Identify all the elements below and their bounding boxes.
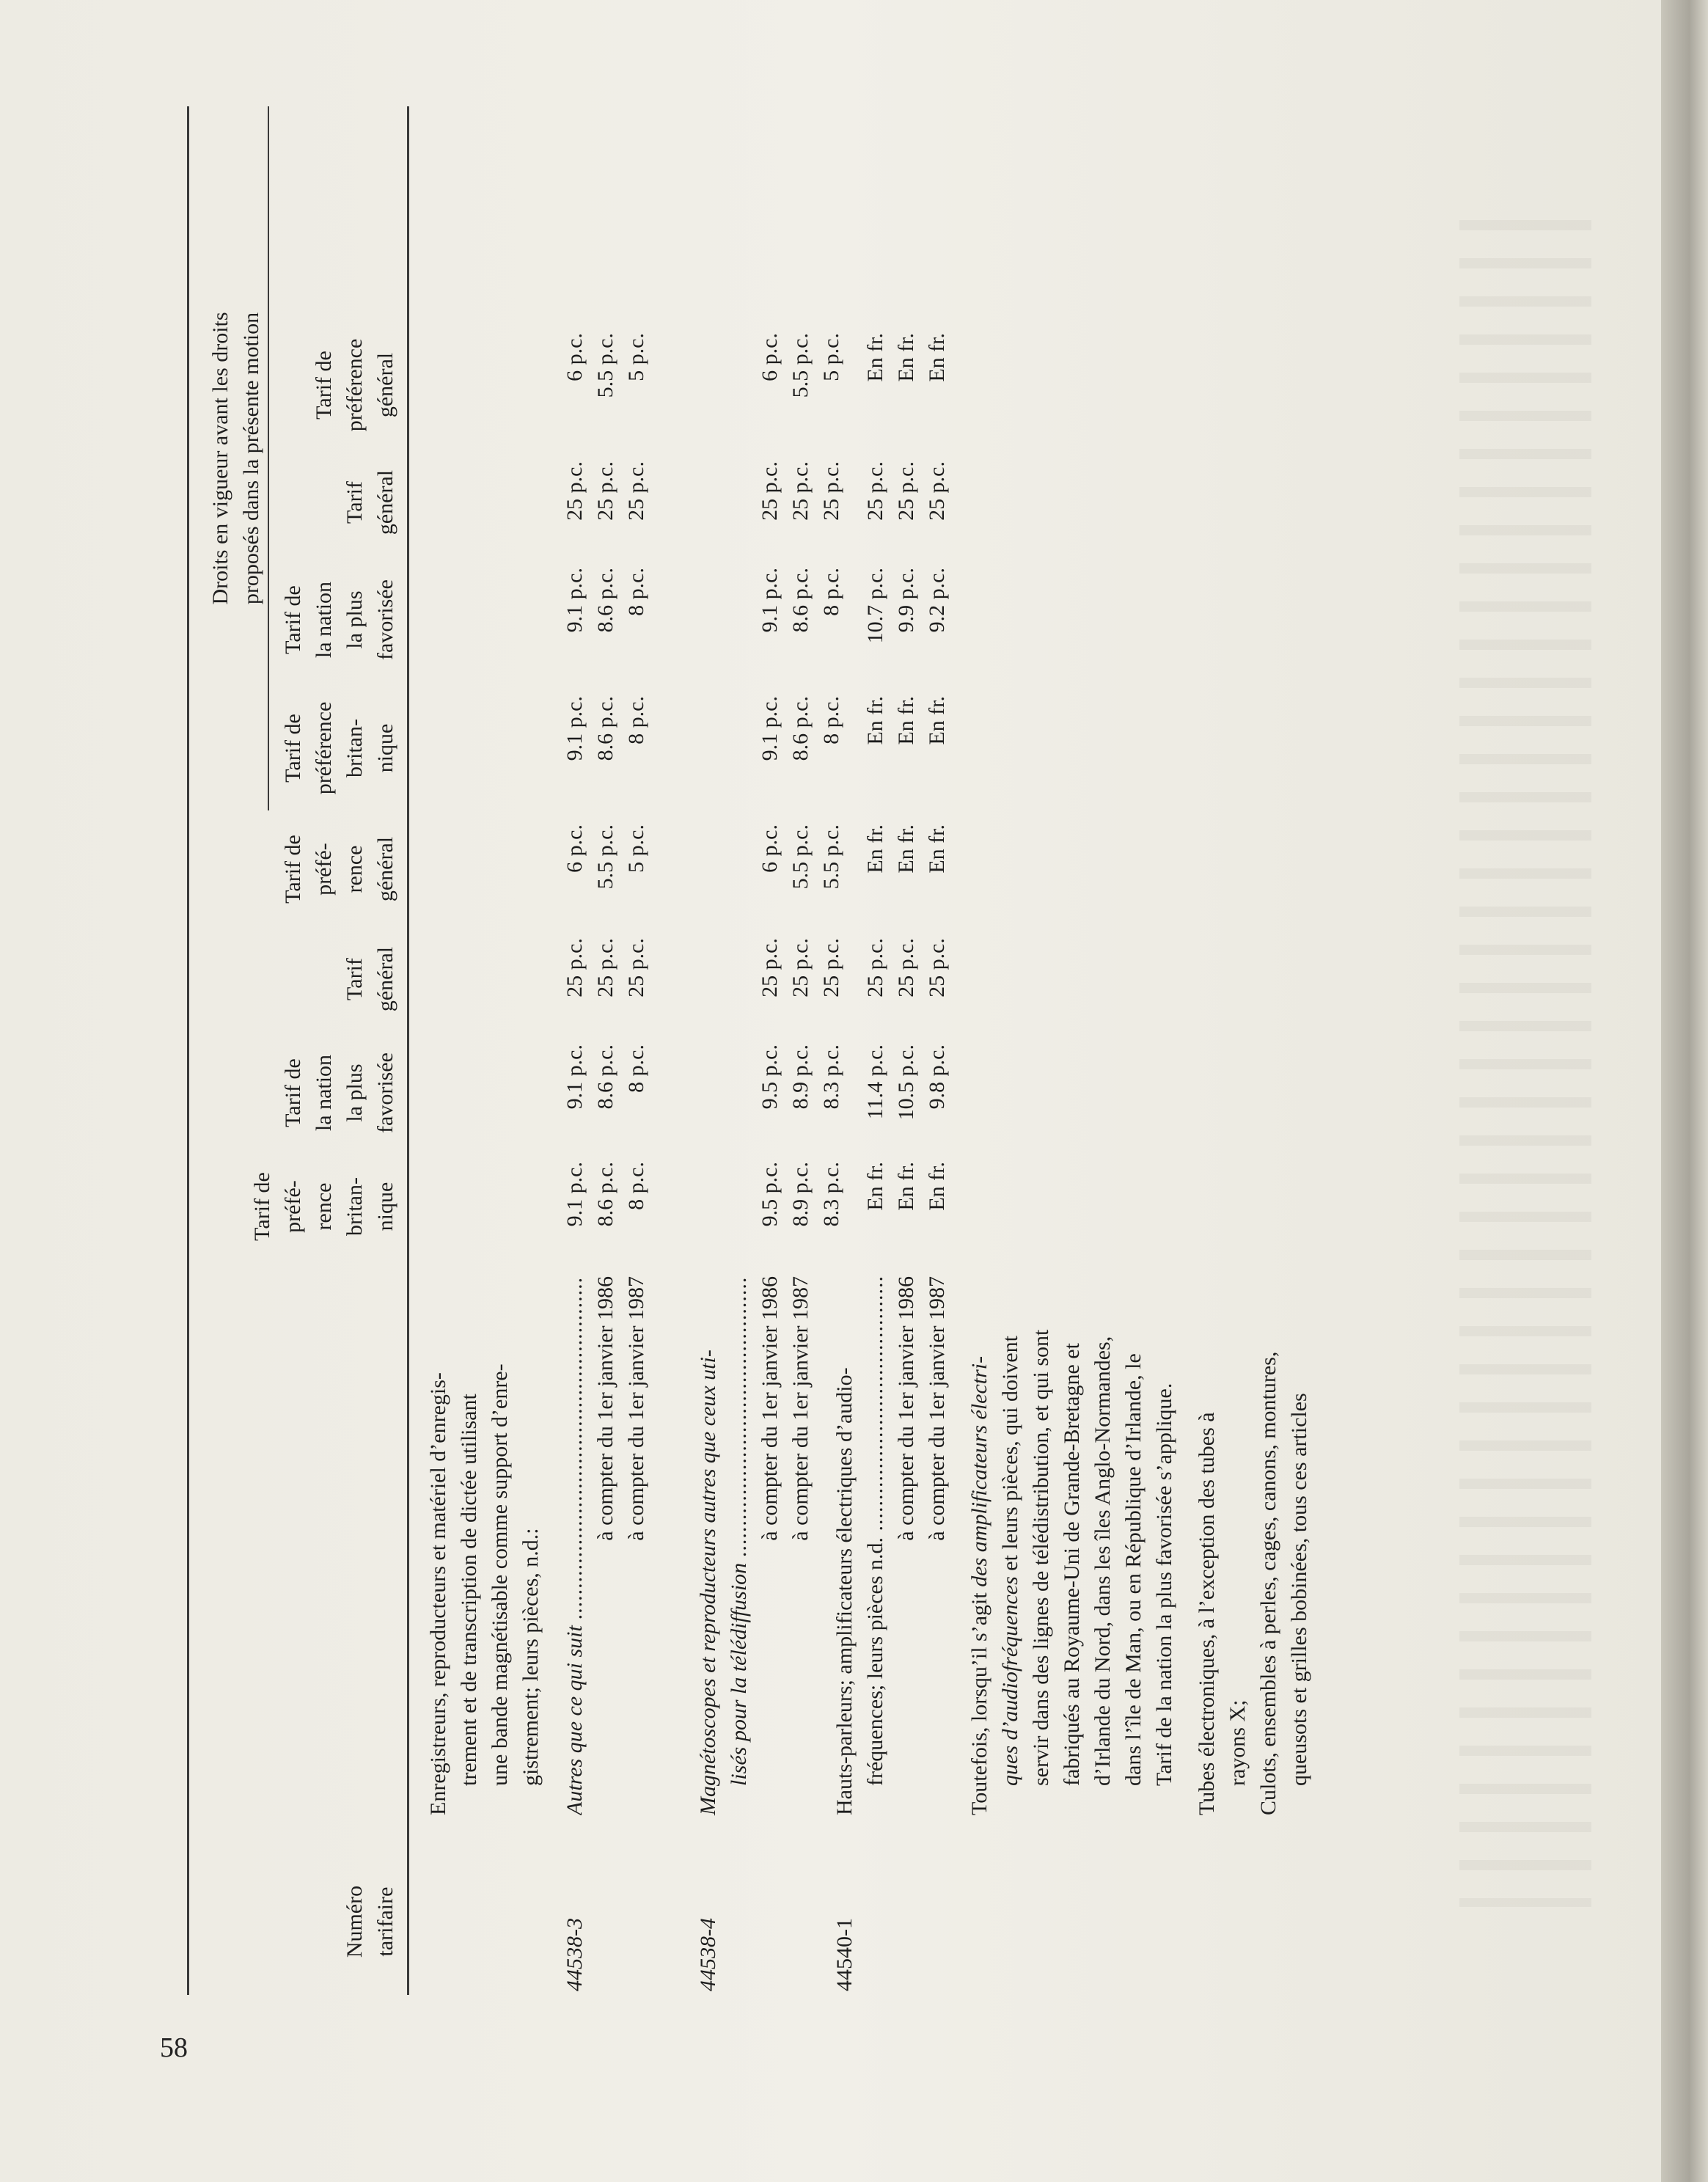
rate-cell: 8 p.c. — [624, 1162, 648, 1210]
rate-cell: 9.2 p.c. — [925, 568, 949, 633]
rate-cell: 25 p.c. — [788, 938, 813, 997]
rate-cell: 25 p.c. — [894, 461, 918, 521]
rate-cell: 5 p.c. — [819, 333, 843, 381]
rate-cell: 9.1 p.c. — [562, 1044, 587, 1110]
rate-cell: 10.5 p.c. — [894, 1044, 918, 1121]
rate-cell: 8.9 p.c. — [788, 1162, 813, 1227]
rate-cell: 25 p.c. — [819, 938, 843, 997]
intro-line: gistrement; leurs pièces, n.d.: — [518, 1528, 543, 1786]
intro-line: trement et de transcription de dictée utilisant — [457, 1394, 481, 1786]
rate-cell: 25 p.c. — [593, 938, 617, 997]
rate-cell: 8.6 p.c. — [593, 1044, 617, 1110]
rate-cell: En fr. — [925, 333, 949, 382]
rate-cell: 5.5 p.c. — [593, 333, 617, 398]
tariff-number: 44538-3 — [562, 1918, 587, 1991]
rate-cell: 8.9 p.c. — [788, 1044, 813, 1110]
top-rule — [187, 106, 189, 1995]
rate-cell: 8 p.c. — [624, 1044, 648, 1093]
rate-cell: 8.6 p.c. — [788, 568, 813, 633]
rate-cell: 5.5 p.c. — [788, 824, 813, 890]
col-header-pg2: Tarif de préférence général — [312, 338, 397, 432]
rate-cell: En fr. — [894, 333, 918, 382]
rate-cell: 8.3 p.c. — [819, 1044, 843, 1110]
group-rule — [268, 106, 269, 810]
col-header-bp2: Tarif de préférence britan- nique — [281, 701, 397, 795]
row-description: fréquences; leurs pièces n.d. ..... — [860, 1276, 891, 1786]
rate-cell: En fr. — [894, 824, 918, 874]
note-line: servir dans des lignes de télédistribution, et qui sont — [1029, 1329, 1053, 1786]
rate-cell: 6 p.c. — [758, 824, 782, 873]
note-line: dans l’île de Man, ou en République d’Irlande, le — [1121, 1353, 1146, 1786]
col-header-bp1: Tarif de préfé- rence britan- nique — [250, 1172, 397, 1241]
rate-cell: 8.6 p.c. — [593, 1162, 617, 1227]
rate-cell: 25 p.c. — [758, 938, 782, 997]
rate-cell: 11.4 p.c. — [863, 1044, 887, 1120]
rate-cell: 9.5 p.c. — [758, 1162, 782, 1227]
rate-cell: 10.7 p.c. — [863, 568, 887, 644]
rate-cell: 9.9 p.c. — [894, 568, 918, 633]
rate-cell: 25 p.c. — [758, 461, 782, 521]
intro-line: une bande magnétisable comme support d’enre- — [488, 1363, 512, 1786]
rate-cell: 25 p.c. — [863, 461, 887, 521]
rate-cell: En fr. — [863, 333, 887, 382]
rate-cell: 9.1 p.c. — [758, 696, 782, 761]
rate-cell: 8.6 p.c. — [593, 568, 617, 633]
rate-cell: 25 p.c. — [562, 461, 587, 521]
row-description: lisés pour la télédiffusion ..... — [724, 1276, 755, 1786]
row-description: Autres que ce qui suit ..... — [560, 1276, 590, 1815]
rate-cell: En fr. — [894, 1162, 918, 1211]
rate-cell: En fr. — [925, 696, 949, 745]
col-header-npf2: Tarif de la nation la plus favorisée — [281, 579, 397, 660]
col-header-numero: Numéro tarifaire — [342, 1885, 397, 1958]
row-sub-label: à compter du 1er janvier 1986 — [894, 1276, 918, 1541]
rate-cell: 25 p.c. — [925, 461, 949, 521]
rate-cell: 5 p.c. — [624, 824, 648, 873]
rate-cell: En fr. — [925, 824, 949, 874]
tubes-line: rayons X; — [1225, 1699, 1250, 1786]
rate-cell: 9.1 p.c. — [562, 568, 587, 633]
show-through-text — [1459, 220, 1591, 1907]
rate-cell: 25 p.c. — [819, 461, 843, 521]
rate-cell: 9.5 p.c. — [758, 1044, 782, 1110]
col-header-pg1: Tarif de préfé- rence général — [281, 835, 397, 904]
rate-cell: 6 p.c. — [758, 333, 782, 381]
row-sub-label: à compter du 1er janvier 1987 — [925, 1276, 949, 1541]
rate-cell: 6 p.c. — [562, 824, 587, 873]
rate-cell: 25 p.c. — [863, 938, 887, 997]
rate-cell: 25 p.c. — [562, 938, 587, 997]
note-line: Tarif de la nation la plus favorisée s’applique. — [1152, 1383, 1176, 1786]
rate-cell: 5.5 p.c. — [788, 333, 813, 398]
intro-line: Enregistreurs, reproducteurs et matériel d’enregis- — [426, 1372, 450, 1815]
rate-cell: 9.1 p.c. — [562, 1162, 587, 1227]
rate-cell: 6 p.c. — [562, 333, 587, 381]
note-line: Toutefois, lorsqu’il s’agit des amplificateurs électri- — [967, 1355, 992, 1815]
rate-cell: 25 p.c. — [894, 938, 918, 997]
note-line: ques d’audiofréquences et leurs pièces, qui doivent — [998, 1335, 1022, 1786]
rate-cell: En fr. — [863, 1162, 887, 1211]
rate-cell: En fr. — [925, 1162, 949, 1211]
row-description: Magnétoscopes et reproducteurs autres que ceux uti- — [696, 1350, 720, 1815]
rate-cell: 5.5 p.c. — [593, 824, 617, 890]
note-line: d’Irlande du Nord, dans les îles Anglo-Normandes, — [1091, 1336, 1115, 1786]
rate-cell: 25 p.c. — [624, 461, 648, 521]
rate-cell: 5 p.c. — [624, 333, 648, 381]
row-sub-label: à compter du 1er janvier 1986 — [593, 1276, 617, 1541]
group-header: Droits en vigueur avant les droits proposés dans la présente motion — [208, 312, 263, 605]
rate-cell: 25 p.c. — [593, 461, 617, 521]
tariff-number: 44538-4 — [696, 1918, 720, 1991]
col-header-tg1: Tarif général — [342, 946, 397, 1012]
rate-cell: En fr. — [863, 696, 887, 745]
culots-line: Culots, ensembles à perles, cages, canons, montures, — [1256, 1351, 1280, 1815]
tubes-line: Tubes électroniques, à l’exception des tubes à — [1195, 1412, 1219, 1815]
rate-cell: 9.1 p.c. — [758, 568, 782, 633]
rate-cell: 8 p.c. — [819, 696, 843, 744]
tariff-number: 44540-1 — [832, 1918, 857, 1991]
row-description: Hauts-parleurs; amplificateurs électriques d’audio- — [832, 1367, 857, 1815]
rate-cell: 25 p.c. — [788, 461, 813, 521]
rate-cell: 25 p.c. — [624, 938, 648, 997]
page-number: 58 — [160, 2032, 188, 2063]
header-rule — [407, 106, 409, 1995]
row-sub-label: à compter du 1er janvier 1987 — [788, 1276, 813, 1541]
rate-cell: 8 p.c. — [819, 568, 843, 616]
rate-cell: 8 p.c. — [624, 696, 648, 744]
col-header-tg2: Tarif général — [342, 469, 397, 535]
col-header-npf1: Tarif de la nation la plus favorisée — [281, 1052, 397, 1133]
row-sub-label: à compter du 1er janvier 1986 — [758, 1276, 782, 1541]
culots-line: queusots et grilles bobinées, tous ces articles — [1287, 1393, 1311, 1786]
tariff-table — [136, 103, 1441, 2013]
row-sub-label: à compter du 1er janvier 1987 — [624, 1276, 648, 1541]
rate-cell: En fr. — [894, 696, 918, 745]
rate-cell: 8.6 p.c. — [788, 696, 813, 761]
rate-cell: 8 p.c. — [624, 568, 648, 616]
rate-cell: 25 p.c. — [925, 938, 949, 997]
book-spine-shadow — [1661, 0, 1708, 2182]
rate-cell: En fr. — [863, 824, 887, 874]
rate-cell: 9.8 p.c. — [925, 1044, 949, 1110]
rate-cell: 8.3 p.c. — [819, 1162, 843, 1227]
rate-cell: 8.6 p.c. — [593, 696, 617, 761]
rate-cell: 5.5 p.c. — [819, 824, 843, 890]
rate-cell: 9.1 p.c. — [562, 696, 587, 761]
note-line: fabriqués au Royaume-Uni de Grande-Bretagne et — [1060, 1343, 1084, 1786]
